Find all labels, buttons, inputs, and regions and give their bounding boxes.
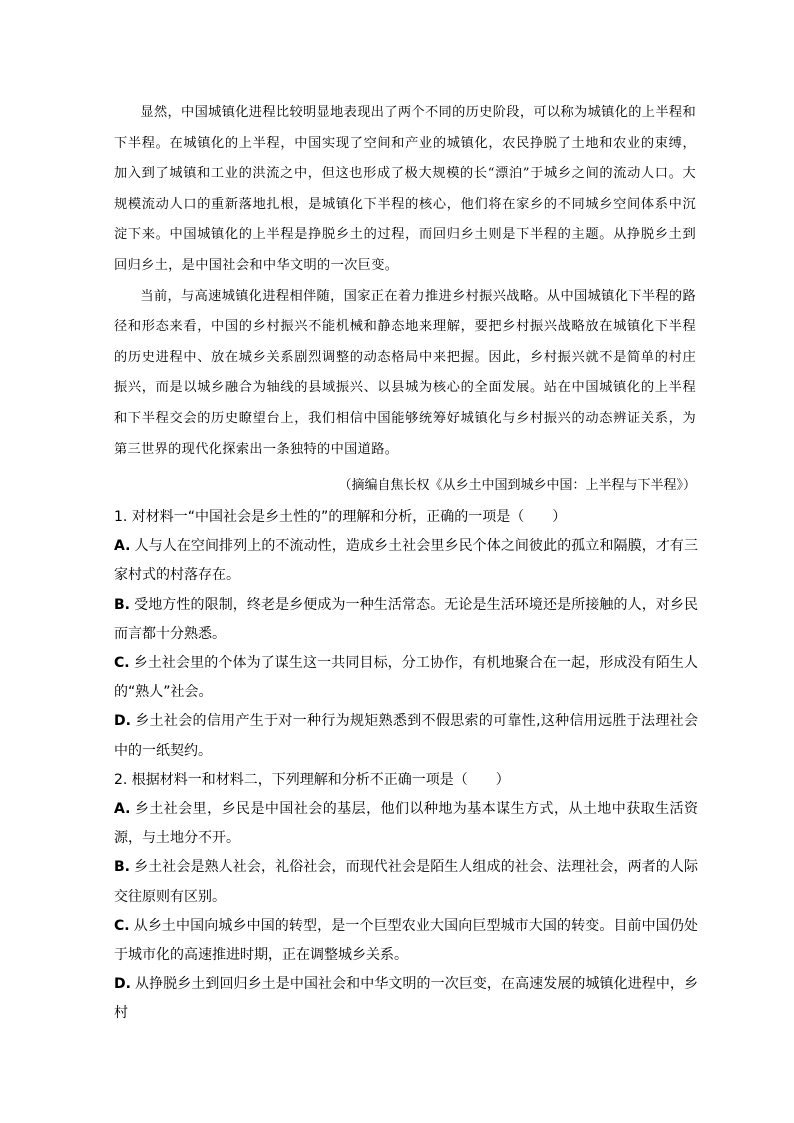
- option-text: 乡土社会里的个体为了谋生这一共同目标，分工协作，有机地聚合在一起，形成没有陌生人的“熟人”社会。: [114, 655, 698, 701]
- option-label: B.: [114, 596, 130, 613]
- option-text: 受地方性的限制，终老是乡便成为一种生活常态。无论是生活环境还是所接触的人，对乡民而言都十分熟悉。: [114, 596, 698, 642]
- question-stem: 1. 对材料一“中国社会是乡土性的”的理解和分析，正确的一项是（ ）: [114, 509, 567, 525]
- option-label: C.: [114, 917, 130, 934]
- option-b: [114, 591, 698, 649]
- option-d: [114, 707, 698, 765]
- passage-paragraph-2: 当前，与高速城镇化进程相伴随，国家正在着力推进乡村振兴战略。从中国城镇化下半程的路径和形态来看，中国的乡村振兴不能机械和静态地来理解，要把乡村振兴战略放在城镇化下半程的历史进程中、放在城乡关系剧烈调整的动态格局中来把握。因此，乡村振兴就不是简单的村庄振兴，而是以城乡融合为轴线的县域振兴、以县城为核心的全面发展。站在中国城镇化的上半程和下半程交会的历史瞭望台上，我们相信中国能够统筹好城镇化与乡村振兴的动态辨证关系，为第三世界的现代化探索出一条独特的中国道路。: [114, 288, 696, 457]
- option-d: [114, 970, 698, 1028]
- option-label: D.: [114, 713, 131, 730]
- passage-paragraph-1: 显然，中国城镇化进程比较明显地表现出了两个不同的历史阶段，可以称为城镇化的上半程和下半程。在城镇化的上半程，中国实现了空间和产业的城镇化，农民挣脱了土地和农业的束缚，加入到了城镇和工业的洪流之中，但这也形成了极大规模的长“漂泊”于城乡之间的流动人口。大规模流动人口的重新落地扎根，是城镇化下半程的核心，他们将在家乡的不同城乡空间体系中沉淀下来。中国城镇化的上半程是挣脱乡土的过程，而回归乡土则是下半程的主题。从挣脱乡土到回归乡土，是中国社会和中华文明的一次巨变。: [114, 105, 696, 273]
- option-c: [114, 649, 698, 707]
- option-text: 乡土社会的信用产生于对一种行为规矩熟悉到不假思索的可靠性,这种信用远胜于法理社会中的一纸契约。: [114, 713, 698, 759]
- option-label: B.: [114, 859, 130, 876]
- option-label: A.: [114, 538, 131, 555]
- reading-passage: [114, 98, 696, 465]
- option-a: [114, 532, 698, 590]
- option-text: 从挣脱乡土到回归乡土是中国社会和中华文明的一次巨变，在高速发展的城镇化进程中，乡村: [114, 976, 698, 1022]
- option-text: 乡土社会是熟人社会，礼俗社会，而现代社会是陌生人组成的社会、法理社会，两者的人际交往原则有区别。: [114, 859, 698, 905]
- option-label: C.: [114, 655, 130, 672]
- option-label: D.: [114, 976, 131, 993]
- question-1: [114, 503, 698, 766]
- option-text: 人与人在空间排列上的不流动性，造成乡土社会里乡民个体之间彼此的孤立和隔膜，才有三家村式的村落存在。: [114, 538, 698, 584]
- question-list: [114, 503, 698, 1029]
- option-label: A.: [114, 801, 131, 818]
- option-b: [114, 853, 698, 911]
- question-stem: 2. 根据材料一和材料二，下列理解和分析不正确一项是（ ）: [114, 771, 510, 788]
- passage-source-citation: （摘编自焦长权《从乡土中国到城乡中国：上半程与下半程》）: [338, 478, 696, 493]
- option-text: 从乡土中国向城乡中国的转型，是一个巨型农业大国向巨型城市大国的转变。目前中国仍处于城市化的高速推进时期，正在调整城乡关系。: [114, 917, 698, 964]
- option-text: 乡土社会里，乡民是中国社会的基层，他们以种地为基本谋生方式，从土地中获取生活资源，与土地分不开。: [114, 801, 698, 847]
- question-2: [114, 766, 698, 1029]
- option-c: [114, 912, 698, 970]
- option-a: [114, 795, 698, 853]
